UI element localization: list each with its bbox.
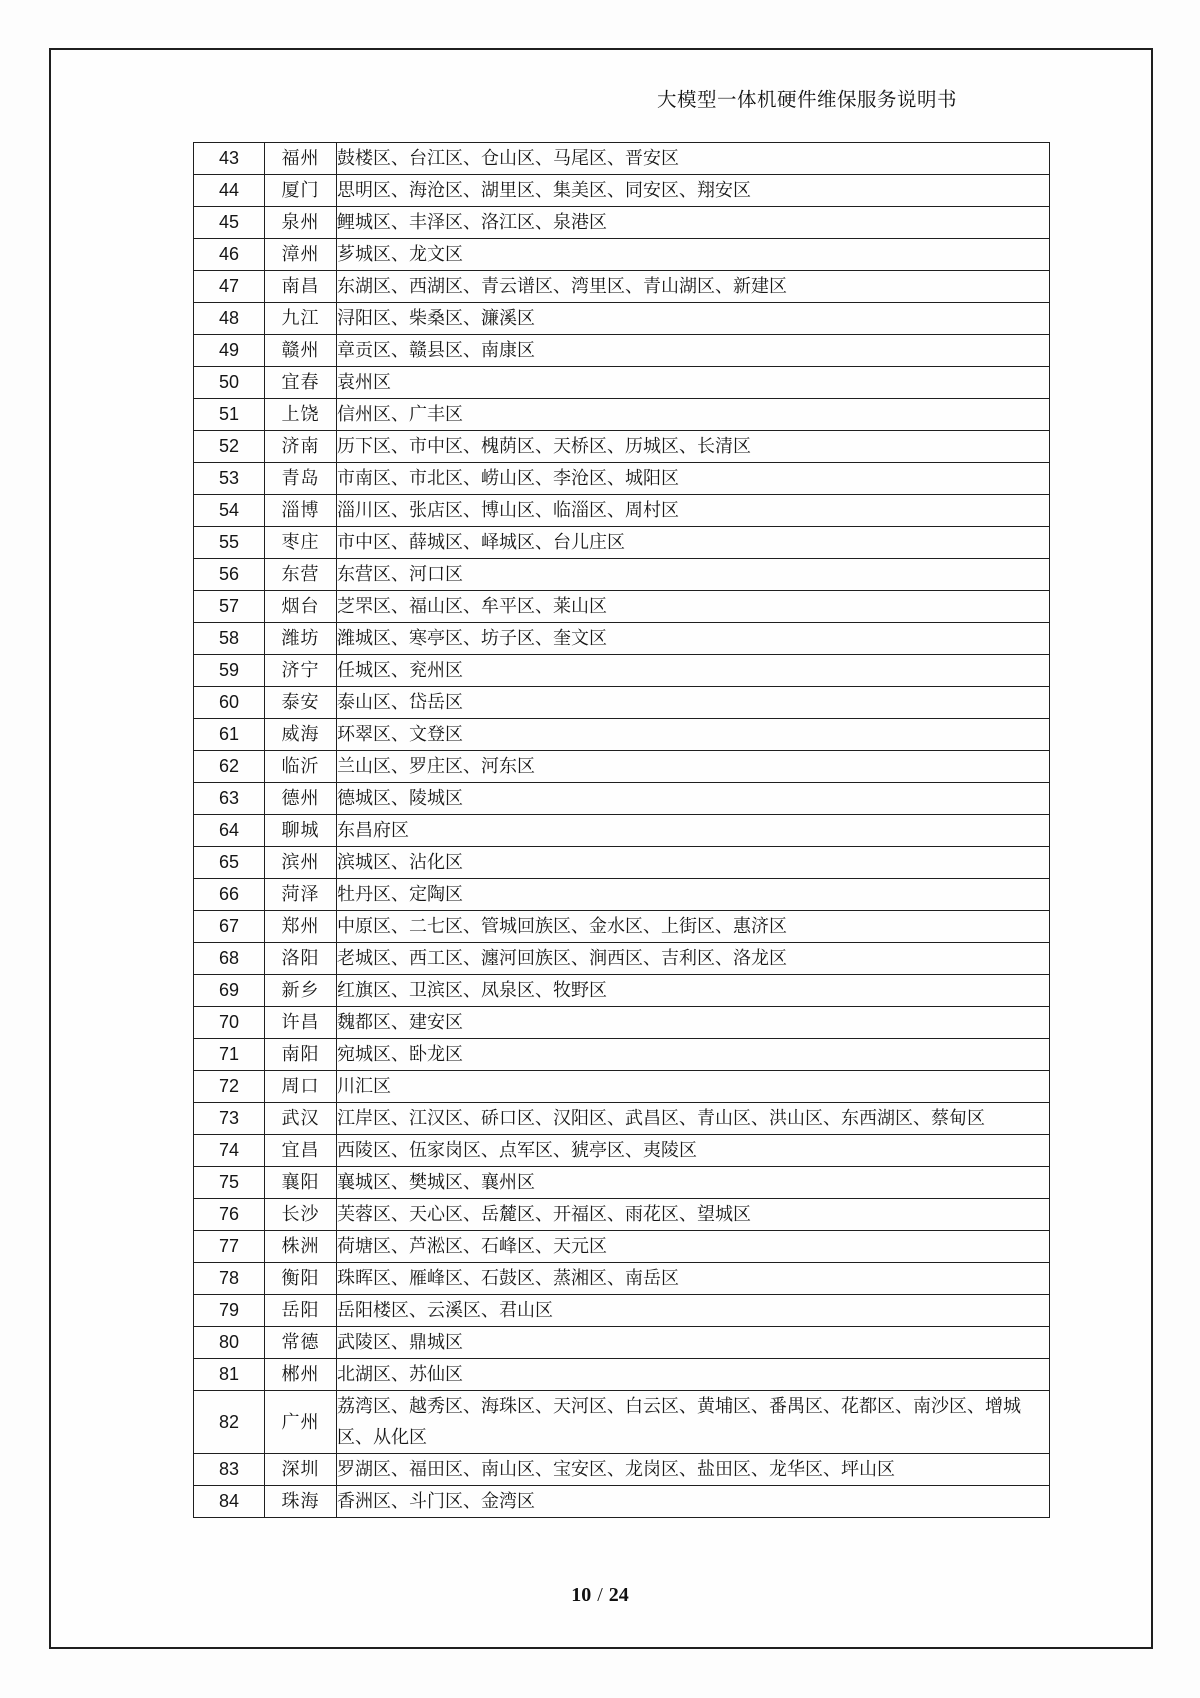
row-number-cell: 66 [194, 879, 265, 911]
city-name-cell: 株洲 [265, 1231, 337, 1263]
row-number-cell: 72 [194, 1071, 265, 1103]
district-list-cell: 武陵区、鼎城区 [337, 1327, 1050, 1359]
district-list-cell: 珠晖区、雁峰区、石鼓区、蒸湘区、南岳区 [337, 1263, 1050, 1295]
table-row [194, 975, 1050, 1007]
district-list-cell: 东昌府区 [337, 815, 1050, 847]
district-list-cell: 章贡区、赣县区、南康区 [337, 335, 1050, 367]
city-name-cell: 新乡 [265, 975, 337, 1007]
table-row [194, 1007, 1050, 1039]
city-name-cell: 南昌 [265, 271, 337, 303]
district-list-cell: 芝罘区、福山区、牟平区、莱山区 [337, 591, 1050, 623]
city-name-cell: 威海 [265, 719, 337, 751]
district-list-cell: 魏都区、建安区 [337, 1007, 1050, 1039]
city-name-cell: 烟台 [265, 591, 337, 623]
current-page-number: 10 [571, 1584, 592, 1606]
district-list-cell: 芙蓉区、天心区、岳麓区、开福区、雨花区、望城区 [337, 1199, 1050, 1231]
row-number-cell: 73 [194, 1103, 265, 1135]
city-name-cell: 赣州 [265, 335, 337, 367]
city-name-cell: 长沙 [265, 1199, 337, 1231]
district-list-cell: 西陵区、伍家岗区、点军区、猇亭区、夷陵区 [337, 1135, 1050, 1167]
city-name-cell: 武汉 [265, 1103, 337, 1135]
city-name-cell: 东营 [265, 559, 337, 591]
district-list-cell: 罗湖区、福田区、南山区、宝安区、龙岗区、盐田区、龙华区、坪山区 [337, 1454, 1050, 1486]
table-row [194, 1327, 1050, 1359]
table-row [194, 463, 1050, 495]
district-list-cell: 袁州区 [337, 367, 1050, 399]
row-number-cell: 43 [194, 143, 265, 175]
city-name-cell: 枣庄 [265, 527, 337, 559]
row-number-cell: 55 [194, 527, 265, 559]
city-districts-table [193, 142, 1050, 1518]
row-number-cell: 84 [194, 1486, 265, 1518]
city-name-cell: 德州 [265, 783, 337, 815]
district-list-cell: 红旗区、卫滨区、凤泉区、牧野区 [337, 975, 1050, 1007]
city-name-cell: 青岛 [265, 463, 337, 495]
table-row [194, 1103, 1050, 1135]
district-list-cell: 老城区、西工区、瀍河回族区、涧西区、吉利区、洛龙区 [337, 943, 1050, 975]
district-list-cell: 市南区、市北区、崂山区、李沧区、城阳区 [337, 463, 1050, 495]
district-list-cell: 东湖区、西湖区、青云谱区、湾里区、青山湖区、新建区 [337, 271, 1050, 303]
row-number-cell: 74 [194, 1135, 265, 1167]
row-number-cell: 78 [194, 1263, 265, 1295]
table-row [194, 239, 1050, 271]
row-number-cell: 44 [194, 175, 265, 207]
district-list-cell: 北湖区、苏仙区 [337, 1359, 1050, 1391]
district-list-cell: 川汇区 [337, 1071, 1050, 1103]
table-row [194, 751, 1050, 783]
row-number-cell: 53 [194, 463, 265, 495]
table-row [194, 623, 1050, 655]
district-list-cell: 宛城区、卧龙区 [337, 1039, 1050, 1071]
city-name-cell: 泰安 [265, 687, 337, 719]
table-row [194, 495, 1050, 527]
page-number-footer [0, 1584, 1200, 1607]
district-list-cell: 兰山区、罗庄区、河东区 [337, 751, 1050, 783]
city-name-cell: 临沂 [265, 751, 337, 783]
city-name-cell: 厦门 [265, 175, 337, 207]
city-name-cell: 滨州 [265, 847, 337, 879]
row-number-cell: 83 [194, 1454, 265, 1486]
city-name-cell: 九江 [265, 303, 337, 335]
table-row [194, 1039, 1050, 1071]
city-name-cell: 潍坊 [265, 623, 337, 655]
city-name-cell: 淄博 [265, 495, 337, 527]
row-number-cell: 52 [194, 431, 265, 463]
table-row [194, 271, 1050, 303]
row-number-cell: 82 [194, 1391, 265, 1454]
district-list-cell: 香洲区、斗门区、金湾区 [337, 1486, 1050, 1518]
table-row [194, 687, 1050, 719]
table-row [194, 143, 1050, 175]
table-row [194, 655, 1050, 687]
city-name-cell: 郑州 [265, 911, 337, 943]
district-list-cell: 岳阳楼区、云溪区、君山区 [337, 1295, 1050, 1327]
row-number-cell: 79 [194, 1295, 265, 1327]
row-number-cell: 51 [194, 399, 265, 431]
table-row [194, 719, 1050, 751]
city-name-cell: 聊城 [265, 815, 337, 847]
row-number-cell: 75 [194, 1167, 265, 1199]
table-row [194, 783, 1050, 815]
city-name-cell: 济南 [265, 431, 337, 463]
table-row [194, 559, 1050, 591]
district-list-cell: 任城区、兖州区 [337, 655, 1050, 687]
table-row [194, 1486, 1050, 1518]
total-page-count: 24 [608, 1584, 629, 1606]
row-number-cell: 76 [194, 1199, 265, 1231]
district-list-cell: 市中区、薛城区、峄城区、台儿庄区 [337, 527, 1050, 559]
row-number-cell: 77 [194, 1231, 265, 1263]
city-name-cell: 南阳 [265, 1039, 337, 1071]
row-number-cell: 56 [194, 559, 265, 591]
city-name-cell: 福州 [265, 143, 337, 175]
city-name-cell: 广州 [265, 1391, 337, 1454]
table-row [194, 879, 1050, 911]
row-number-cell: 54 [194, 495, 265, 527]
table-row [194, 1231, 1050, 1263]
table-row [194, 943, 1050, 975]
row-number-cell: 46 [194, 239, 265, 271]
table-row [194, 367, 1050, 399]
city-name-cell: 漳州 [265, 239, 337, 271]
row-number-cell: 61 [194, 719, 265, 751]
district-list-cell: 襄城区、樊城区、襄州区 [337, 1167, 1050, 1199]
row-number-cell: 59 [194, 655, 265, 687]
document-header-title: 大模型一体机硬件维保服务说明书 [656, 90, 957, 111]
district-list-cell: 荔湾区、越秀区、海珠区、天河区、白云区、黄埔区、番禺区、花都区、南沙区、增城区、从化区 [337, 1391, 1050, 1454]
city-name-cell: 襄阳 [265, 1167, 337, 1199]
table-row [194, 815, 1050, 847]
row-number-cell: 45 [194, 207, 265, 239]
table-row [194, 1359, 1050, 1391]
row-number-cell: 50 [194, 367, 265, 399]
row-number-cell: 64 [194, 815, 265, 847]
district-list-cell: 芗城区、龙文区 [337, 239, 1050, 271]
table-row [194, 431, 1050, 463]
district-list-cell: 德城区、陵城区 [337, 783, 1050, 815]
table-row [194, 1199, 1050, 1231]
district-list-cell: 历下区、市中区、槐荫区、天桥区、历城区、长清区 [337, 431, 1050, 463]
table-row [194, 175, 1050, 207]
table-row [194, 1391, 1050, 1454]
row-number-cell: 67 [194, 911, 265, 943]
city-name-cell: 菏泽 [265, 879, 337, 911]
page-number-separator: / [597, 1584, 603, 1606]
district-list-cell: 浔阳区、柴桑区、濂溪区 [337, 303, 1050, 335]
city-name-cell: 珠海 [265, 1486, 337, 1518]
row-number-cell: 80 [194, 1327, 265, 1359]
district-list-cell: 泰山区、岱岳区 [337, 687, 1050, 719]
table-row [194, 1295, 1050, 1327]
row-number-cell: 71 [194, 1039, 265, 1071]
table-row [194, 527, 1050, 559]
table-row [194, 1263, 1050, 1295]
city-name-cell: 深圳 [265, 1454, 337, 1486]
district-list-cell: 环翠区、文登区 [337, 719, 1050, 751]
row-number-cell: 63 [194, 783, 265, 815]
city-name-cell: 衡阳 [265, 1263, 337, 1295]
district-list-cell: 思明区、海沧区、湖里区、集美区、同安区、翔安区 [337, 175, 1050, 207]
row-number-cell: 65 [194, 847, 265, 879]
district-list-cell: 淄川区、张店区、博山区、临淄区、周村区 [337, 495, 1050, 527]
row-number-cell: 57 [194, 591, 265, 623]
city-name-cell: 上饶 [265, 399, 337, 431]
city-name-cell: 岳阳 [265, 1295, 337, 1327]
table-row [194, 303, 1050, 335]
city-name-cell: 周口 [265, 1071, 337, 1103]
city-name-cell: 泉州 [265, 207, 337, 239]
city-name-cell: 宜昌 [265, 1135, 337, 1167]
row-number-cell: 49 [194, 335, 265, 367]
district-list-cell: 东营区、河口区 [337, 559, 1050, 591]
district-list-cell: 潍城区、寒亭区、坊子区、奎文区 [337, 623, 1050, 655]
table-row [194, 1167, 1050, 1199]
row-number-cell: 60 [194, 687, 265, 719]
table-row [194, 399, 1050, 431]
table-row [194, 335, 1050, 367]
table-row [194, 1071, 1050, 1103]
city-name-cell: 常德 [265, 1327, 337, 1359]
table-row [194, 1454, 1050, 1486]
table-row [194, 1135, 1050, 1167]
district-list-cell: 鼓楼区、台江区、仓山区、马尾区、晋安区 [337, 143, 1050, 175]
district-list-cell: 鲤城区、丰泽区、洛江区、泉港区 [337, 207, 1050, 239]
row-number-cell: 81 [194, 1359, 265, 1391]
table-row [194, 207, 1050, 239]
district-list-cell: 牡丹区、定陶区 [337, 879, 1050, 911]
city-name-cell: 宜春 [265, 367, 337, 399]
district-list-cell: 滨城区、沾化区 [337, 847, 1050, 879]
city-name-cell: 许昌 [265, 1007, 337, 1039]
row-number-cell: 58 [194, 623, 265, 655]
row-number-cell: 47 [194, 271, 265, 303]
district-list-cell: 荷塘区、芦淞区、石峰区、天元区 [337, 1231, 1050, 1263]
district-list-cell: 信州区、广丰区 [337, 399, 1050, 431]
table-row [194, 591, 1050, 623]
district-list-cell: 江岸区、江汉区、硚口区、汉阳区、武昌区、青山区、洪山区、东西湖区、蔡甸区 [337, 1103, 1050, 1135]
city-name-cell: 郴州 [265, 1359, 337, 1391]
row-number-cell: 70 [194, 1007, 265, 1039]
row-number-cell: 68 [194, 943, 265, 975]
table-row [194, 911, 1050, 943]
table-row [194, 847, 1050, 879]
district-list-cell: 中原区、二七区、管城回族区、金水区、上街区、惠济区 [337, 911, 1050, 943]
row-number-cell: 48 [194, 303, 265, 335]
row-number-cell: 69 [194, 975, 265, 1007]
row-number-cell: 62 [194, 751, 265, 783]
city-name-cell: 济宁 [265, 655, 337, 687]
city-name-cell: 洛阳 [265, 943, 337, 975]
